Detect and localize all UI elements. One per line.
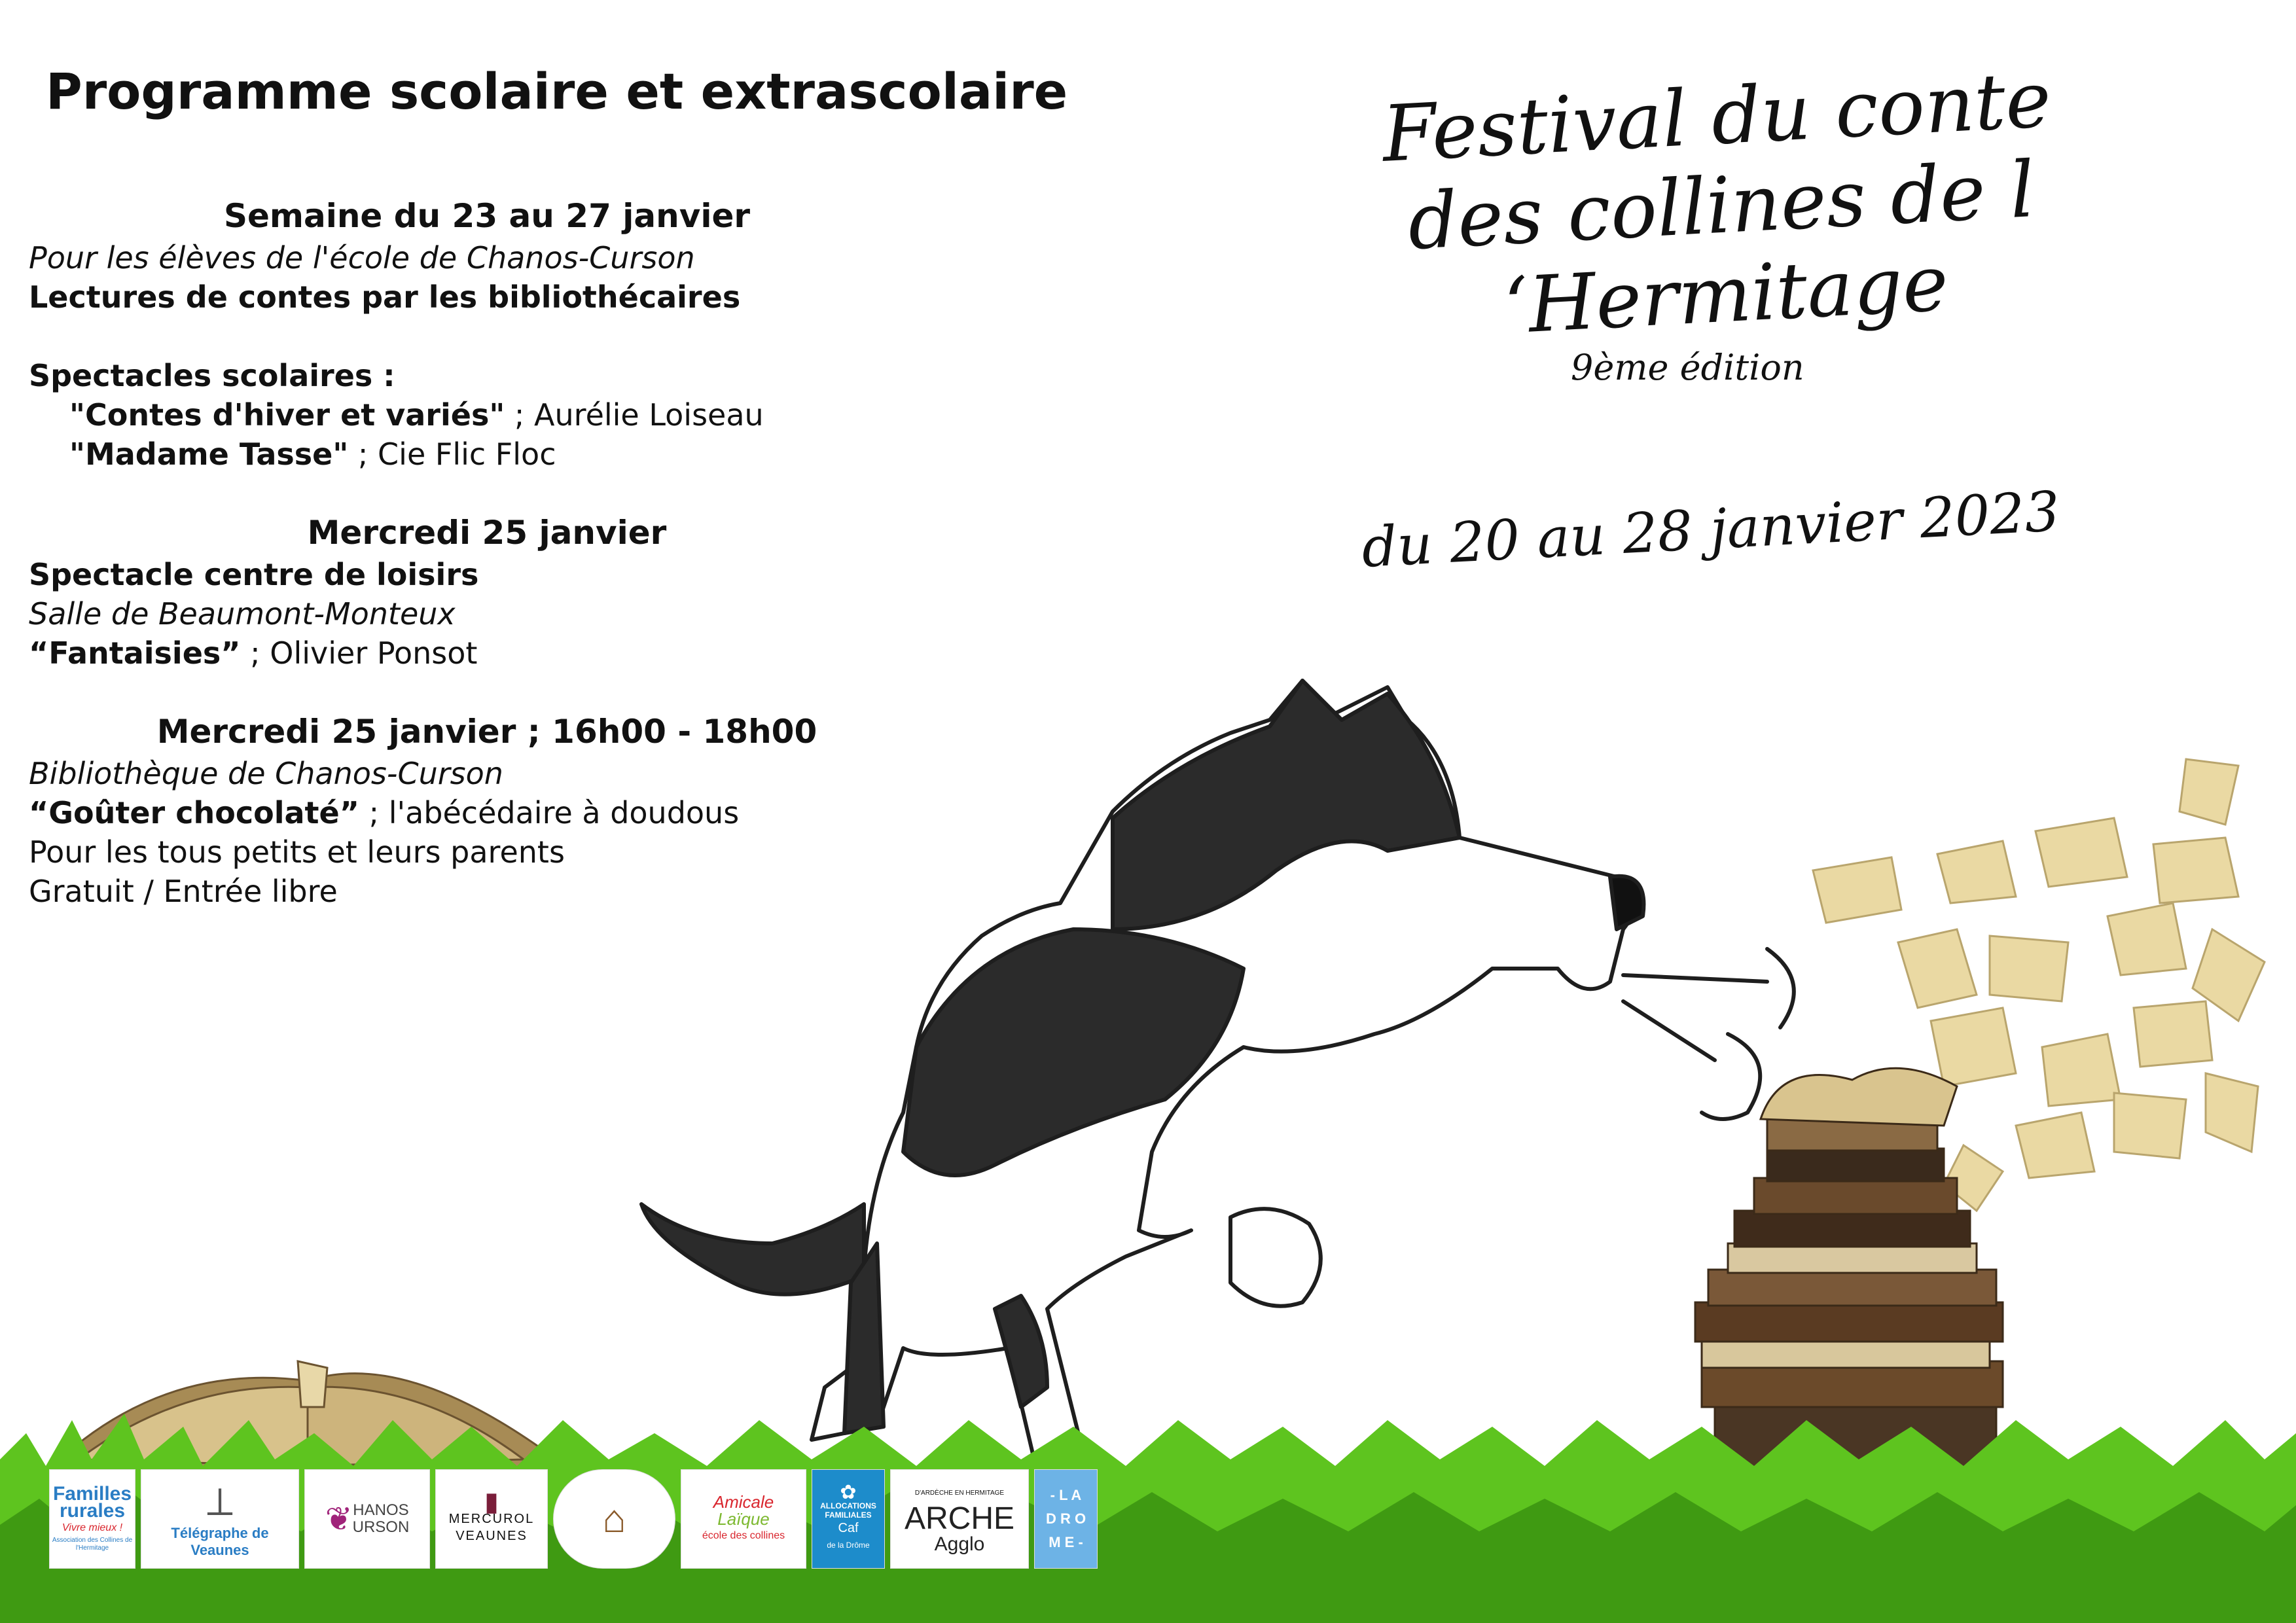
section-1-audience: Pour les élèves de l'école de Chanos-Curson: [29, 240, 695, 276]
section-2-show: “Fantaisies” ; Olivier Ponsot: [29, 635, 478, 671]
section-3-show: “Goûter chocolaté” ; l'abécédaire à doudous: [29, 795, 740, 830]
mercurol-veaunes-logo: ▮ MERCUROL VEAUNES: [435, 1469, 548, 1569]
section-3-price: Gratuit / Entrée libre: [29, 874, 338, 909]
familles-rurales-logo: Familles rurales Vivre mieux ! Association des Collines de l'Hermitage: [49, 1469, 135, 1569]
section-3-heading: Mercredi 25 janvier ; 16h00 - 18h00: [156, 713, 817, 751]
book-stack-illustration: [1695, 1068, 2003, 1486]
edition-label: 9ème édition: [1571, 347, 1804, 388]
telegraphe-logo: ⟂ Télégraphe de Veaunes: [141, 1469, 299, 1569]
section-2-event: Spectacle centre de loisirs: [29, 557, 479, 592]
section-1-show-2: "Madame Tasse" ; Cie Flic Floc: [69, 437, 556, 472]
partner-logos: [49, 1469, 1098, 1574]
festival-title: Festival du conte des collines de l ‘Hermitage: [1380, 54, 2054, 351]
section-2-heading: Mercredi 25 janvier: [307, 514, 667, 552]
la-drome-logo: - L A D R O M E -: [1034, 1469, 1098, 1569]
section-3-audience: Pour les tous petits et leurs parents: [29, 834, 565, 870]
programme-title: Programme scolaire et extrascolaire: [46, 62, 1068, 120]
chanos-curson-logo: ❦ HANOS URSON: [304, 1469, 430, 1569]
section-1-show-1: "Contes d'hiver et variés" ; Aurélie Loiseau: [69, 397, 764, 433]
section-1-readings: Lectures de contes par les bibliothécaires: [29, 279, 741, 315]
section-1-shows-label: Spectacles scolaires :: [29, 358, 395, 393]
arche-agglo-logo: D'ARDÈCHE EN HERMITAGE ARCHE Agglo: [890, 1469, 1029, 1569]
section-1-heading: Semaine du 23 au 27 janvier: [223, 197, 751, 235]
festival-dates: du 20 au 28 janvier 2023: [1360, 479, 2062, 580]
section-2-venue: Salle de Beaumont-Monteux: [29, 596, 456, 632]
section-3-venue: Bibliothèque de Chanos-Curson: [29, 756, 503, 791]
collines-circle-logo: ⌂: [553, 1469, 675, 1569]
caf-logo: ✿ ALLOCATIONS FAMILIALES Caf de la Drôme: [812, 1469, 885, 1569]
programme-body: [29, 196, 945, 911]
amicale-laique-logo: Amicale Laïque école des collines: [681, 1469, 806, 1569]
